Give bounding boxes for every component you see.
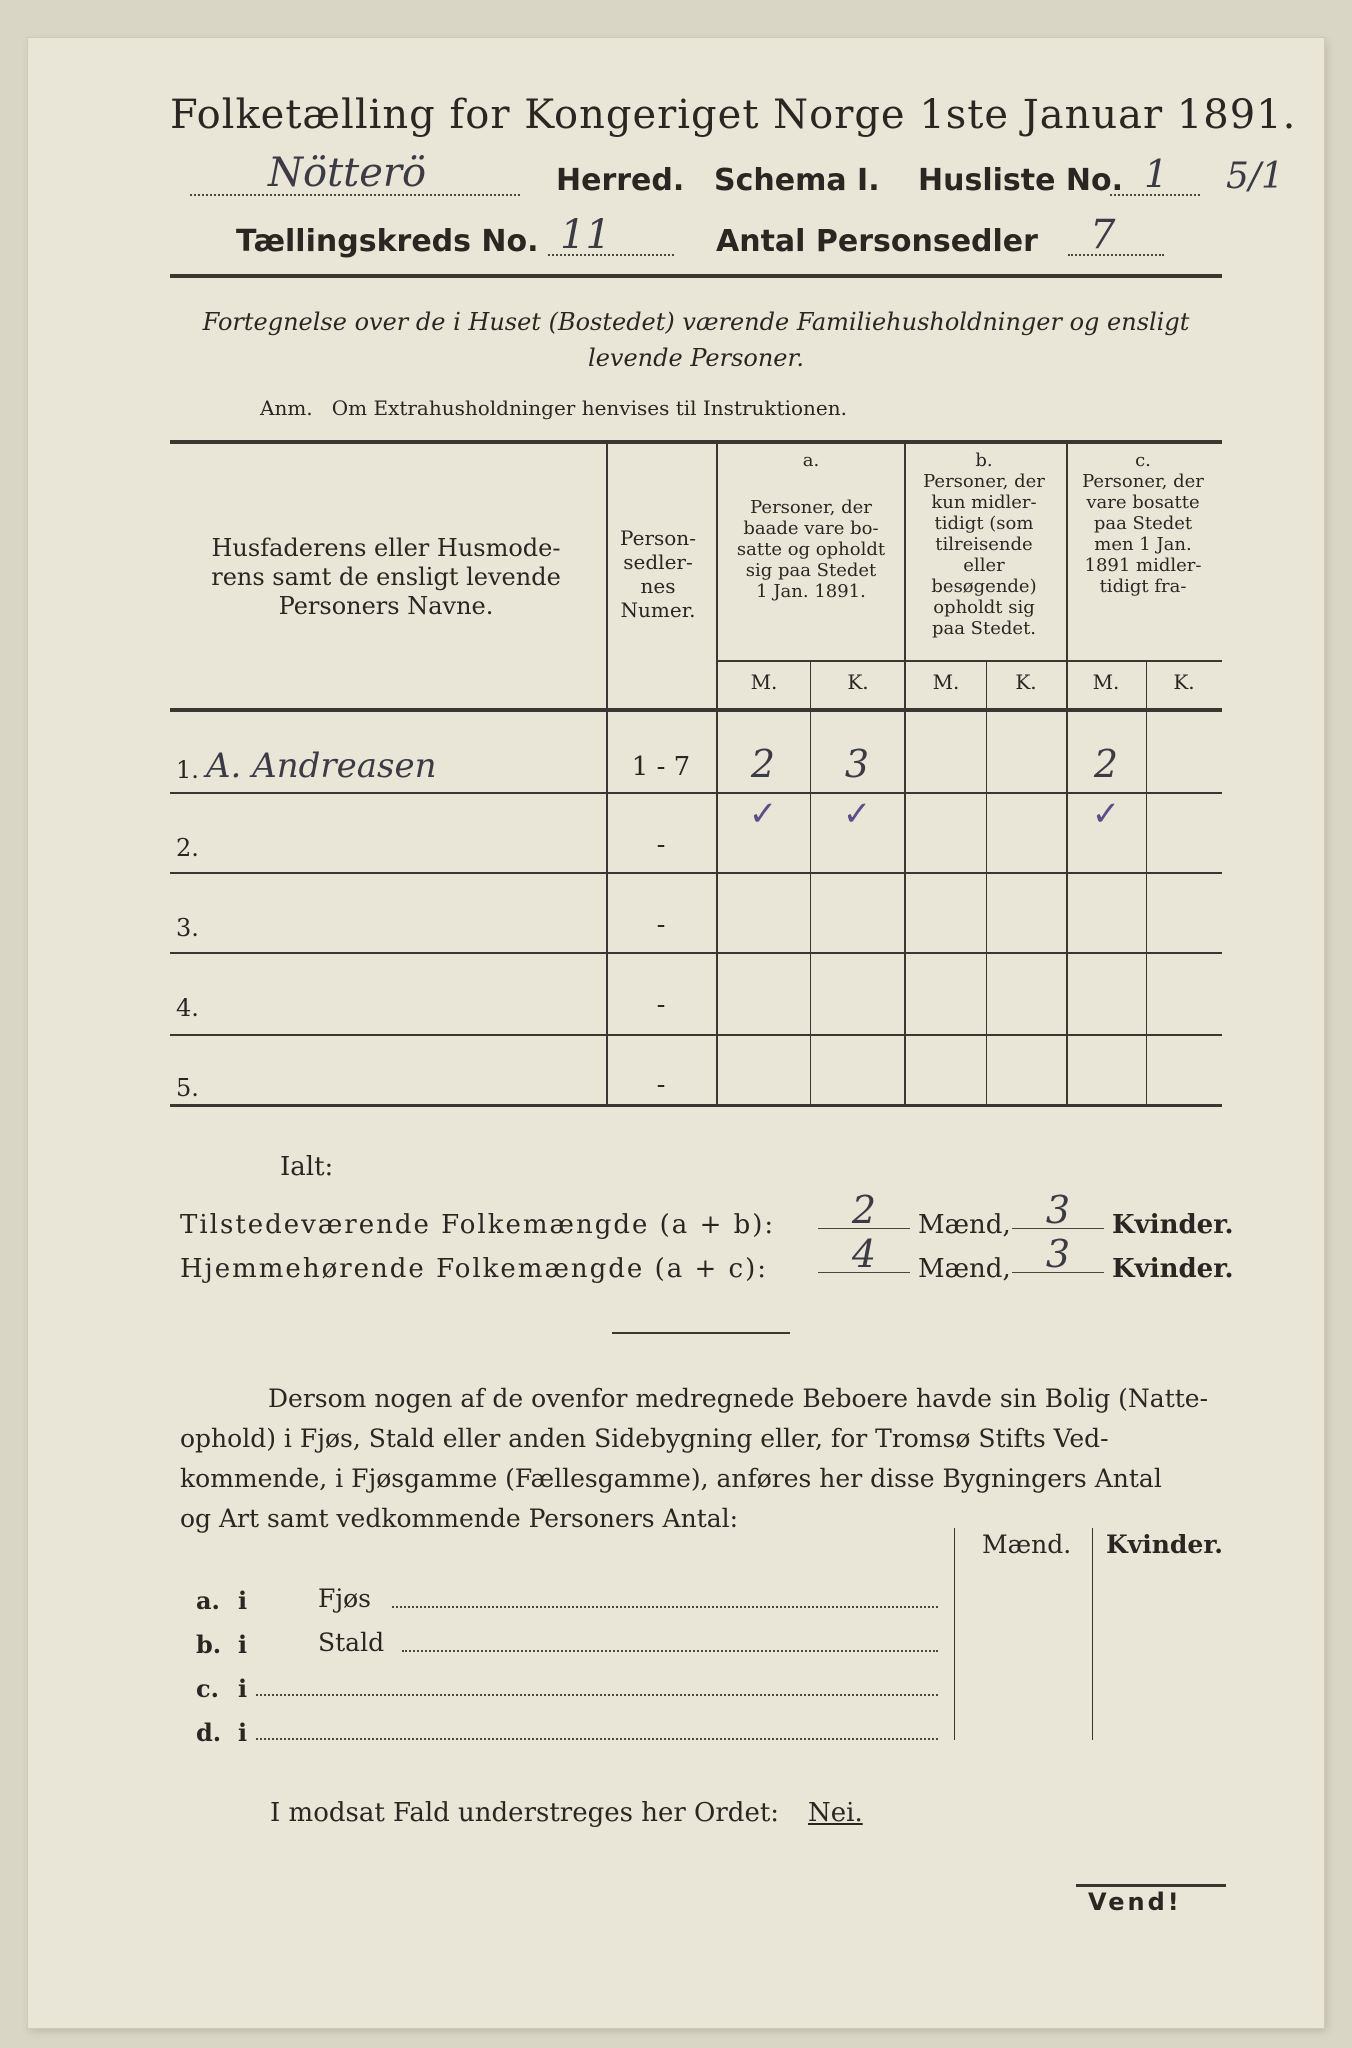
resident-men-word: Mænd, bbox=[918, 1254, 1011, 1284]
row-person-num: - bbox=[656, 990, 666, 1020]
intro-line-1: Fortegnelse over de i Huset (Bostedet) værende Familiehusholdninger og ensligt bbox=[202, 308, 1190, 336]
personsedler-label: Antal Personsedler bbox=[716, 224, 1038, 259]
building-line-a bbox=[392, 1606, 938, 1608]
header-num-col: Person- sedler- nes Numer. bbox=[620, 526, 696, 622]
header-c-k: K. bbox=[1173, 670, 1195, 694]
personsedler-value: 7 bbox=[1090, 212, 1116, 258]
resident-men: 4 bbox=[851, 1232, 877, 1276]
intro-line-2: levende Personer. bbox=[588, 344, 804, 372]
row-c-m: 2 bbox=[1093, 742, 1119, 786]
buildings-rule-1 bbox=[954, 1528, 955, 1740]
building-letter-c: c. bbox=[196, 1674, 219, 1703]
table-bottom-rule bbox=[170, 1104, 1222, 1107]
building-prep-a: i bbox=[238, 1586, 248, 1615]
buildings-para-3: kommende, i Fjøsgamme (Fællesgamme), anføres her disse Bygningers Antal bbox=[180, 1464, 1162, 1493]
building-label-b: Stald bbox=[318, 1628, 385, 1657]
col-men-header: Mænd. bbox=[982, 1530, 1072, 1559]
header-b-m: M. bbox=[932, 670, 960, 694]
resident-women-word: Kvinder. bbox=[1112, 1254, 1234, 1284]
buildings-para-2: ophold) i Fjøs, Stald eller anden Sidebygning eller, for Tromsø Stifts Ved- bbox=[180, 1424, 1109, 1453]
row-number: 3. bbox=[176, 914, 199, 942]
buildings-rule-2 bbox=[1092, 1528, 1093, 1740]
row-c-m: ✓ bbox=[1091, 794, 1121, 834]
header-b-k: K. bbox=[1015, 670, 1037, 694]
building-prep-b: i bbox=[238, 1630, 248, 1659]
buildings-para-4: og Art samt vedkommende Personers Antal: bbox=[180, 1504, 739, 1533]
present-women: 3 bbox=[1045, 1188, 1071, 1232]
personsedler-line bbox=[1068, 254, 1164, 256]
vend-rule bbox=[1076, 1884, 1226, 1887]
resident-women: 3 bbox=[1045, 1232, 1071, 1276]
form-title: Folketælling for Kongeriget Norge 1ste Januar 1891. bbox=[170, 92, 1297, 138]
row-person-num: 1 - 7 bbox=[631, 752, 691, 782]
row-a-m: 2 bbox=[750, 742, 776, 786]
resident-label: Hjemmehørende Folkemængde (a + c): bbox=[180, 1254, 768, 1284]
kreds-label: Tællingskreds No. bbox=[236, 224, 539, 259]
table-row bbox=[170, 712, 1222, 792]
row-person-num: - bbox=[656, 830, 666, 860]
table-row bbox=[170, 1036, 1222, 1106]
table-row bbox=[170, 954, 1222, 1034]
table-row bbox=[170, 874, 1222, 954]
kreds-value: 11 bbox=[560, 212, 611, 258]
col-women-header: Kvinder. bbox=[1106, 1530, 1223, 1559]
row-number: 4. bbox=[176, 994, 199, 1022]
husliste-label: Husliste No. bbox=[918, 163, 1123, 198]
nei-word: Nei. bbox=[808, 1798, 863, 1828]
header-col-a: a. Personer, der baade vare bo- satte og opholdt sig paa Stedet 1 Jan. 1891. bbox=[736, 450, 886, 602]
building-prep-c: i bbox=[238, 1674, 248, 1703]
row-person-num: - bbox=[656, 1070, 666, 1100]
row-number: 2. bbox=[176, 834, 199, 862]
building-line-d bbox=[256, 1738, 938, 1740]
row-a-k: 3 bbox=[844, 742, 870, 786]
table-row bbox=[170, 794, 1222, 874]
corner-mark: 5/1 bbox=[1226, 156, 1284, 197]
section-divider bbox=[612, 1332, 790, 1334]
header-col-c: c. Personer, der vare bosatte paa Stedet men 1 Jan. 1891 midler- tidigt fra- bbox=[1082, 450, 1204, 597]
row-number: 5. bbox=[176, 1074, 199, 1102]
anm-note: Anm. Om Extrahusholdninger henvises til Instruktionen. bbox=[260, 396, 847, 420]
herred-label: Herred. bbox=[556, 163, 685, 198]
row-person-num: - bbox=[656, 910, 666, 940]
building-prep-d: i bbox=[238, 1718, 248, 1747]
present-men-word: Mænd, bbox=[918, 1210, 1011, 1240]
row-a-m: ✓ bbox=[748, 794, 778, 834]
building-letter-d: d. bbox=[196, 1718, 222, 1747]
header-c-m: M. bbox=[1092, 670, 1120, 694]
row-name: A. Andreasen bbox=[206, 746, 437, 786]
building-letter-a: a. bbox=[196, 1586, 220, 1615]
row-a-k: ✓ bbox=[842, 794, 872, 834]
building-line-b bbox=[402, 1650, 938, 1652]
header-name-col: Husfaderens eller Husmode- rens samt de ensligt levende Personers Navne. bbox=[211, 534, 561, 620]
nei-prefix: I modsat Fald understreges her Ordet: bbox=[270, 1798, 780, 1828]
header-rule bbox=[170, 274, 1222, 278]
present-women-word: Kvinder. bbox=[1112, 1210, 1234, 1240]
vend-label: Vend! bbox=[1088, 1888, 1182, 1916]
row-number: 1. bbox=[176, 756, 199, 784]
header-a-m: M. bbox=[750, 670, 778, 694]
header-col-b: b. Personer, der kun midler- tidigt (som tilreisende eller besøgende) opholdt sig paa Stedet. bbox=[923, 450, 1045, 639]
header-a-k: K. bbox=[847, 670, 869, 694]
building-letter-b: b. bbox=[196, 1630, 222, 1659]
place-name: Nötterö bbox=[268, 150, 427, 196]
husliste-value: 1 bbox=[1144, 152, 1169, 196]
building-label-a: Fjøs bbox=[318, 1584, 371, 1613]
present-label: Tilstedeværende Folkemængde (a + b): bbox=[180, 1210, 776, 1240]
present-men: 2 bbox=[851, 1188, 877, 1232]
buildings-para-1: Dersom nogen af de ovenfor medregnede Beboere havde sin Bolig (Natte- bbox=[268, 1384, 1209, 1413]
ialt-label: Ialt: bbox=[280, 1152, 334, 1182]
building-line-c bbox=[256, 1694, 938, 1696]
table-top-rule bbox=[170, 440, 1222, 444]
schema-label: Schema I. bbox=[714, 163, 880, 198]
